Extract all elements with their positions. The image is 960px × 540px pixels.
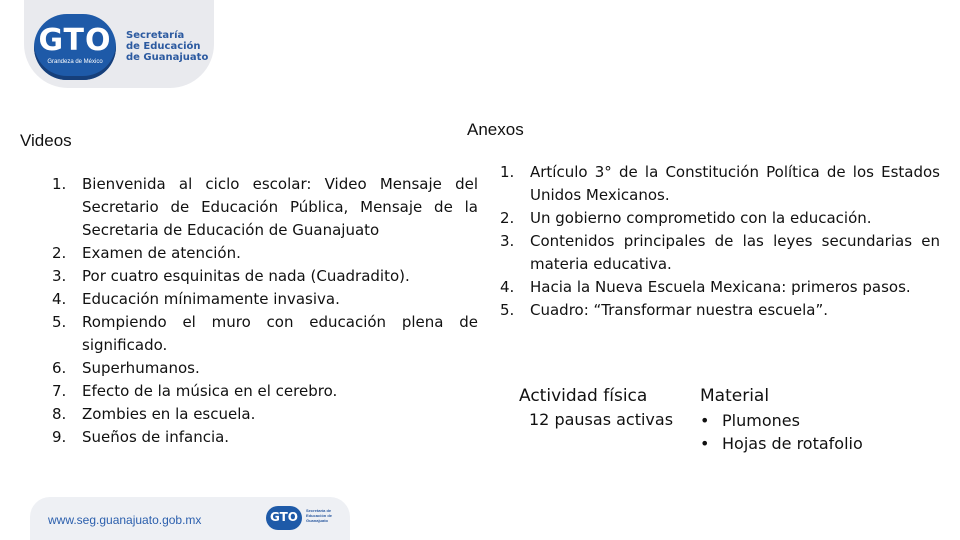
header-logo: [24, 0, 214, 88]
list-item: [500, 161, 940, 207]
list-item-number: 2.: [52, 244, 67, 262]
list-item-number: 5.: [500, 301, 515, 319]
list-item-text: Hojas de rotafolio: [722, 434, 863, 453]
org-name-line3: de Guanajuato: [126, 52, 209, 63]
footer-org-name: Secretaría de Educación de Guanajuato: [306, 508, 333, 523]
list-item: [500, 299, 940, 322]
list-item-number: 8.: [52, 405, 67, 423]
list-item-text: Examen de atención.: [82, 244, 241, 262]
org-name: [126, 30, 212, 63]
material-heading: Material: [700, 386, 770, 406]
list-item-number: 1.: [52, 175, 67, 193]
list-item-number: 7.: [52, 382, 67, 400]
list-item-number: 4.: [52, 290, 67, 308]
bullet-icon: •: [700, 411, 710, 430]
list-item: [52, 426, 478, 449]
list-item-text: Cuadro: “Transformar nuestra escuela”.: [530, 301, 829, 319]
gto-logo-tagline: Grandeza de México: [47, 59, 103, 65]
list-item: [52, 403, 478, 426]
actividad-heading: Actividad física: [519, 386, 648, 406]
list-item-text: Educación mínimamente invasiva.: [82, 290, 340, 308]
material-list: [700, 409, 863, 455]
bullet-icon: •: [700, 434, 710, 453]
gto-logo-text: GTO: [38, 23, 112, 58]
gto-logo-badge: [34, 14, 116, 80]
list-item-number: 9.: [52, 428, 67, 446]
list-item: [52, 380, 478, 403]
list-item: [52, 288, 478, 311]
list-item: [500, 207, 940, 230]
actividad-value: 12 pausas activas: [529, 410, 674, 429]
footer-url-link[interactable]: www.seg.guanajuato.gob.mx: [48, 513, 202, 527]
videos-list: [52, 173, 478, 449]
list-item: [500, 276, 940, 299]
list-item: [700, 409, 863, 432]
list-item: [52, 242, 478, 265]
list-item-number: 6.: [52, 359, 67, 377]
org-name-line2: de Educación: [126, 41, 201, 52]
list-item-text: Plumones: [722, 411, 800, 430]
list-item: [700, 432, 863, 455]
footer-gto-logo-text: GTO: [269, 510, 299, 524]
list-item-number: 1.: [500, 163, 515, 181]
list-item-text: Rompiendo el muro con educación plena de significado.: [82, 313, 478, 354]
videos-heading: Videos: [20, 131, 72, 150]
list-item-text: Contenidos principales de las leyes secundarias en materia educativa.: [530, 232, 940, 273]
list-item-number: 2.: [500, 209, 515, 227]
list-item-text: Sueños de infancia.: [82, 428, 230, 446]
list-item: [52, 265, 478, 288]
anexos-list: [500, 161, 940, 322]
list-item: [52, 357, 478, 380]
list-item-text: Bienvenida al ciclo escolar: Video Mensaje del Secretario de Educación Pública, Mensaje de la Secretaria de Educación de Guanajuato: [82, 175, 478, 239]
list-item-text: Superhumanos.: [82, 359, 200, 377]
list-item-text: Un gobierno comprometido con la educación.: [530, 209, 872, 227]
list-item-number: 5.: [52, 313, 67, 331]
list-item: [52, 311, 478, 357]
list-item-text: Zombies en la escuela.: [82, 405, 256, 423]
list-item-number: 4.: [500, 278, 515, 296]
list-item-text: Efecto de la música en el cerebro.: [82, 382, 338, 400]
list-item-text: Por cuatro esquinitas de nada (Cuadradito).: [82, 267, 410, 285]
list-item-text: Artículo 3° de la Constitución Política de los Estados Unidos Mexicanos.: [530, 163, 940, 204]
list-item-number: 3.: [52, 267, 67, 285]
list-item-text: Hacia la Nueva Escuela Mexicana: primeros pasos.: [530, 278, 911, 296]
footer-bar: [30, 497, 350, 540]
anexos-heading: Anexos: [467, 120, 524, 139]
footer-gto-logo: [266, 506, 302, 530]
org-name-line1: Secretaría: [126, 30, 185, 41]
list-item: [52, 173, 478, 242]
list-item-number: 3.: [500, 232, 515, 250]
list-item: [500, 230, 940, 276]
